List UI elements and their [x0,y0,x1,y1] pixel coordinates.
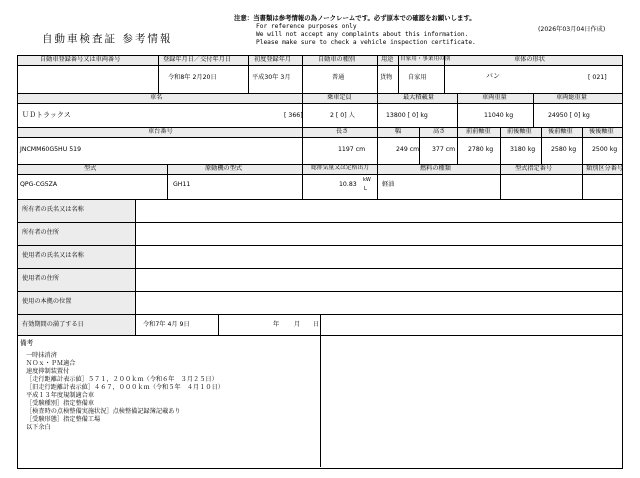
rule [17,222,622,223]
value-expiry: 令和7年 4月 9日 [143,321,190,328]
rule [541,127,542,164]
label-width: 幅 [395,128,402,135]
remarks-line: 一時抹消済 [26,352,57,359]
remarks-line: ［検査時の点検整備実施状況］点検整備記録簿記載あり [26,408,181,415]
value-registration-date: 令和8年 2月20日 [168,74,217,81]
label-height: 高さ [433,128,446,135]
label-displacement: 総排気量又は定格出力 [311,165,369,171]
label-rf-axle: 後前軸重 [548,128,573,135]
label-first-registration: 初度登録年月 [254,56,292,63]
rule [320,335,321,467]
rule [17,65,622,66]
value-use: 貨物 [380,74,393,81]
value-length: 1197 cm [338,146,366,153]
rule [218,314,219,335]
remarks-line: 速度抑制装置付 [26,368,70,375]
label-base-location: 使用の本拠の位置 [22,298,72,305]
remarks-line: 以下余白 [26,424,51,431]
remarks-line: ［旧走行距離計表示値］４６７，０００ｋｍ（令和５年 ４月１０日） [26,384,224,391]
rule [17,93,622,94]
rule [158,55,159,93]
value-rr-axle: 2500 kg [592,146,618,153]
label-private-business: 自家用・事業用の別 [400,56,451,62]
remarks-line: 平成１３年度規制適合車 [26,392,95,399]
label-engine-model: 原動機の型式 [205,165,243,172]
value-engine-model: GH11 [173,181,191,188]
label-model: 型式 [84,165,97,172]
label-registration-date: 登録年月日／交付年月日 [163,56,232,63]
expiry-year-label: 年 [273,321,280,328]
value-capacity: 2 [ 0] 人 [330,112,355,119]
value-private-business: 自家用 [408,74,427,81]
notice-english-1: For reference purposes only [256,23,357,30]
expiry-day-label: 日 [313,321,320,328]
label-maker: 車名 [150,94,163,101]
label-owner-address: 所有者の住所 [22,229,60,236]
rule [302,93,303,127]
rule [377,164,378,199]
value-displacement: 10.83 [339,181,357,188]
label-registration-no: 自動車登録番号又は車両番号 [40,56,121,63]
rule [17,245,622,246]
remarks-line: ［受験種別］指定整備車 [26,400,95,407]
remarks-line: ＮＯｘ・ＰＭ適合 [26,360,76,367]
rule [17,137,622,138]
rule [17,199,622,200]
rule [17,103,622,104]
rule [167,164,168,199]
document-title: 自動車検査証 参考情報 [42,33,173,45]
notice-english-2: We will not accept any complaints about this information. [256,31,469,38]
value-fuel: 軽油 [382,181,395,188]
value-model: QPG-CG5ZA [20,181,58,188]
label-user-name: 使用者の氏名又は名称 [22,252,84,259]
label-expiry: 有効期間の満了する日 [22,321,84,328]
value-maker: ＵＤトラックス [22,111,71,119]
value-chassis-no: JNCMM60G5HU 519 [20,146,82,153]
rule [582,164,583,199]
value-vehicle-kind: 普通 [332,74,345,81]
rule [17,174,622,175]
label-chassis-no: 車台番号 [148,128,173,135]
rule [500,164,501,199]
remarks-line: ［受験形態］指定整備工場 [26,416,101,423]
label-fuel: 燃料の種類 [420,165,451,172]
rule [17,268,622,269]
expiry-month-label: 月 [294,321,301,328]
rule [377,93,378,127]
unit-litre: L [364,186,367,192]
rule [17,291,622,292]
label-gross-weight: 車両総重量 [556,94,587,101]
label-vehicle-kind: 自動車の種別 [318,56,356,63]
label-max-load: 最大積載量 [403,94,434,101]
rule [457,93,458,127]
label-length: 長さ [336,128,349,135]
value-max-load: 13800 [ 0] kg [386,112,428,119]
value-first-registration: 平成30年 3月 [252,74,291,81]
label-capacity: 乗車定員 [327,94,352,101]
value-body-code: [ 021] [588,74,607,81]
label-rr-axle: 後後軸重 [589,128,614,135]
notice-english-3: Please make sure to check a vehicle inspection certificate. [256,39,476,46]
rule [302,55,303,93]
remarks-line: ［走行距離計表示値］５７１，２００ｋｍ（令和６年 ３月２５日） [26,376,218,383]
created-date: (2026年03月04日作成) [538,26,606,33]
label-fr-axle: 前後軸重 [507,128,532,135]
value-body-shape: バン [486,72,500,80]
rule [135,199,136,335]
rule [320,314,321,335]
value-rf-axle: 2580 kg [551,146,577,153]
rule [419,127,420,164]
rule [582,127,583,164]
label-body-shape: 車体の形状 [514,56,545,63]
unit-kw: kW [363,177,371,183]
rule [302,127,303,164]
label-model-designation: 型式指定番号 [515,165,553,172]
value-gross-weight: 24950 [ 0] kg [548,112,590,119]
rule [398,55,399,93]
label-owner-name: 所有者の氏名又は名称 [22,206,84,213]
rule [500,127,501,164]
value-height: 377 cm [432,146,456,153]
rule [302,164,303,199]
label-remarks: 備考 [20,339,34,347]
value-ff-axle: 2780 kg [468,146,494,153]
label-ff-axle: 前前軸重 [466,128,491,135]
rule [377,127,378,164]
value-fr-axle: 3180 kg [510,146,536,153]
rule [377,55,378,93]
value-width: 249 cm [396,146,420,153]
rule [533,93,534,127]
rule [248,55,249,93]
label-vehicle-weight: 車両重量 [482,94,507,101]
notice-japanese: 注意：当書類は参考情報の為ノークレームです。必ず原本での確認をお願いします。 [234,14,476,22]
label-classification: 類別区分番号 [586,165,624,172]
label-user-address: 使用者の住所 [22,275,60,282]
value-vehicle-weight: 11040 kg [484,112,514,119]
label-use: 用途 [381,56,394,63]
rule [457,127,458,164]
value-maker-code: [ 366] [284,112,303,119]
